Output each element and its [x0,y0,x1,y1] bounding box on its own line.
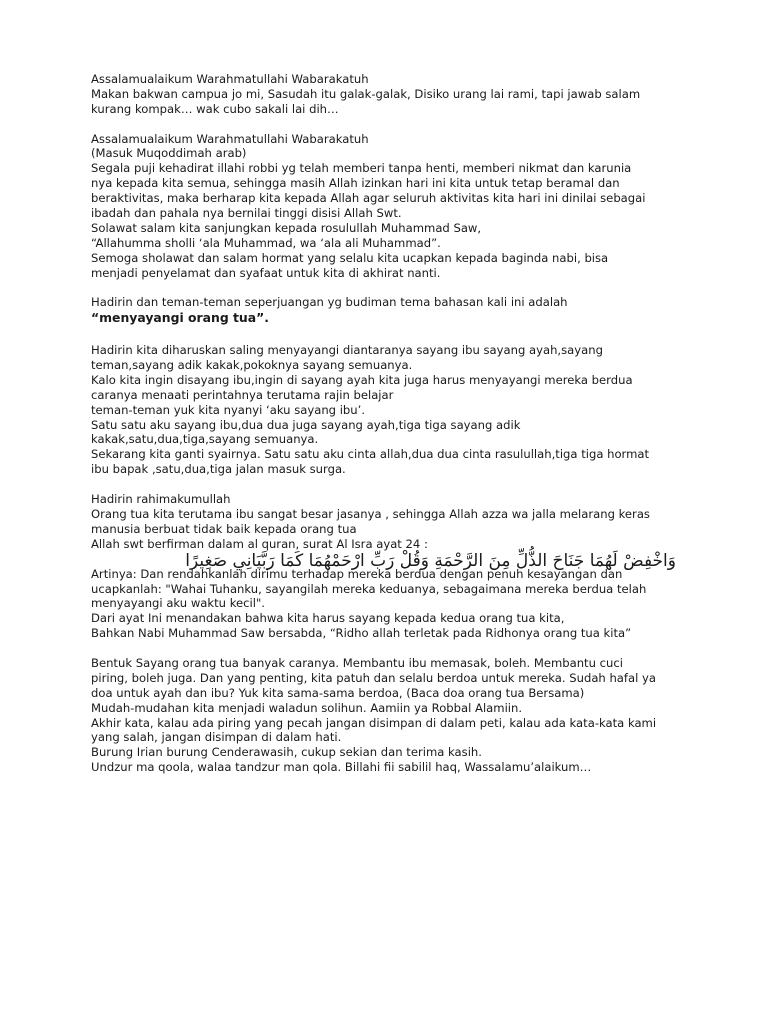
text-line: Assalamualaikum Warahmatullahi Wabarakatuh [91,131,369,146]
text-line: teman-teman yuk kita nyanyi ‘aku sayang ibu’. [91,402,366,417]
text-line: Allah swt berfirman dalam al quran, surat Al Isra ayat 24 : [91,536,428,551]
text-line: Kalo kita ingin disayang ibu,ingin di sayang ayah kita juga harus menyayangi mereka berdua [91,372,633,387]
speech-theme-title: “menyayangi orang tua”. [91,310,269,326]
text-line: (Masuk Muqoddimah arab) [91,146,247,161]
paragraph-gap [91,117,691,132]
text-line: Segala puji kehadirat illahi robbi yg telah memberi tanpa henti, memberi nikmat dan karunia [91,161,632,176]
text-line: Makan bakwan campua jo mi, Sasudah itu galak-galak, Disiko urang lai rami, tapi jawab salam [91,86,641,101]
text-line: ibu bapak ,satu,dua,tiga jalan masuk surga. [91,462,346,477]
text-line: kurang kompak… wak cubo sakali lai dih… [91,101,339,116]
text-line: ibadah dan pahala nya bernilai tinggi disisi Allah Swt. [91,206,402,221]
text-line: Orang tua kita terutama ibu sangat besar jasanya , sehingga Allah azza wa jalla melarang keras [91,506,650,521]
text-line: teman,sayang adik kakak,pokoknya sayang semuanya. [91,358,413,373]
text-line: doa untuk ayah dan ibu? Yuk kita sama-sama berdoa, (Baca doa orang tua Bersama) [91,685,585,700]
text-line: Artinya: Dan rendahkanlah dirimu terhadap mereka berdua dengan penuh kesayangan dan [91,566,623,581]
quran-verse-arabic: وَاخْفِضْ لَهُمَا جَنَاحَ الذُّلِّ مِنَ الرَّحْمَةِ وَقُلْ رَبِّ ارْحَمْهُمَا كَمَا رَبَّيَانِي صَغِيرًا [185,550,676,571]
paragraph-gap [91,641,691,656]
text-line: Undzur ma qoola, walaa tandzur man qola. Billahi fii sabilil haq, Wassalamu’alaikum… [91,760,592,775]
paragraph-gap [91,477,691,492]
text-line: Hadirin rahimakumullah [91,492,231,507]
text-line: Burung Irian burung Cenderawasih, cukup sekian dan terima kasih. [91,745,482,760]
text-line: yang salah, jangan disimpan di dalam hati. [91,730,342,745]
text-line: Solawat salam kita sanjungkan kepada rosulullah Muhammad Saw, [91,220,482,235]
text-line: menyayangi aku waktu kecil". [91,596,265,611]
document-body [91,72,691,775]
text-line: “Allahumma sholli ‘ala Muhammad, wa ‘ala ali Muhammad”. [91,235,441,250]
text-line: Semoga sholawat dan salam hormat yang selalu kita ucapkan kepada baginda nabi, bisa [91,250,609,265]
text-line: Satu satu aku sayang ibu,dua dua juga sayang ayah,tiga tiga sayang adik [91,417,521,432]
text-line: ucapkanlah: "Wahai Tuhanku, sayangilah mereka keduanya, sebagaimana mereka berdua telah [91,581,647,596]
text-line: caranya menaati perintahnya terutama rajin belajar [91,387,394,402]
text-line: beraktivitas, maka berharap kita kepada Allah agar seluruh aktivitas kita hari ini dinilai sebagai [91,191,646,206]
paragraph-gap [91,328,691,343]
text-line: piring, boleh juga. Dan yang penting, kita patuh dan selalu berdoa untuk mereka. Sudah hafal ya [91,670,656,685]
text-line: nya kepada kita semua, sehingga masih Allah izinkan hari ini kita untuk tetap beramal dan [91,176,620,191]
text-line: Akhir kata, kalau ada piring yang pecah jangan disimpan di dalam peti, kalau ada kata-kata kami [91,715,657,730]
text-line: manusia berbuat tidak baik kepada orang tua [91,521,357,536]
text-line: kakak,satu,dua,tiga,sayang semuanya. [91,432,319,447]
text-line: Sekarang kita ganti syairnya. Satu satu aku cinta allah,dua dua cinta rasulullah,tiga tiga hormat [91,447,650,462]
text-line: menjadi penyelamat dan syafaat untuk kita di akhirat nanti. [91,265,441,280]
text-line: Hadirin dan teman-teman seperjuangan yg budiman tema bahasan kali ini adalah [91,295,568,310]
text-line: Mudah-mudahan kita menjadi waladun solihun. Aamiin ya Robbal Alamiin. [91,700,523,715]
text-line: Assalamualaikum Warahmatullahi Wabarakatuh [91,72,369,86]
paragraph-gap [91,280,691,295]
text-line: Hadirin kita diharuskan saling menyayangi diantaranya sayang ibu sayang ayah,sayang [91,343,603,358]
text-line: Bahkan Nabi Muhammad Saw bersabda, “Ridho allah terletak pada Ridhonya orang tua kita” [91,626,632,641]
text-line: Bentuk Sayang orang tua banyak caranya. Membantu ibu memasak, boleh. Membantu cuci [91,655,623,670]
text-line: Dari ayat Ini menandakan bahwa kita harus sayang kepada kedua orang tua kita, [91,611,565,626]
